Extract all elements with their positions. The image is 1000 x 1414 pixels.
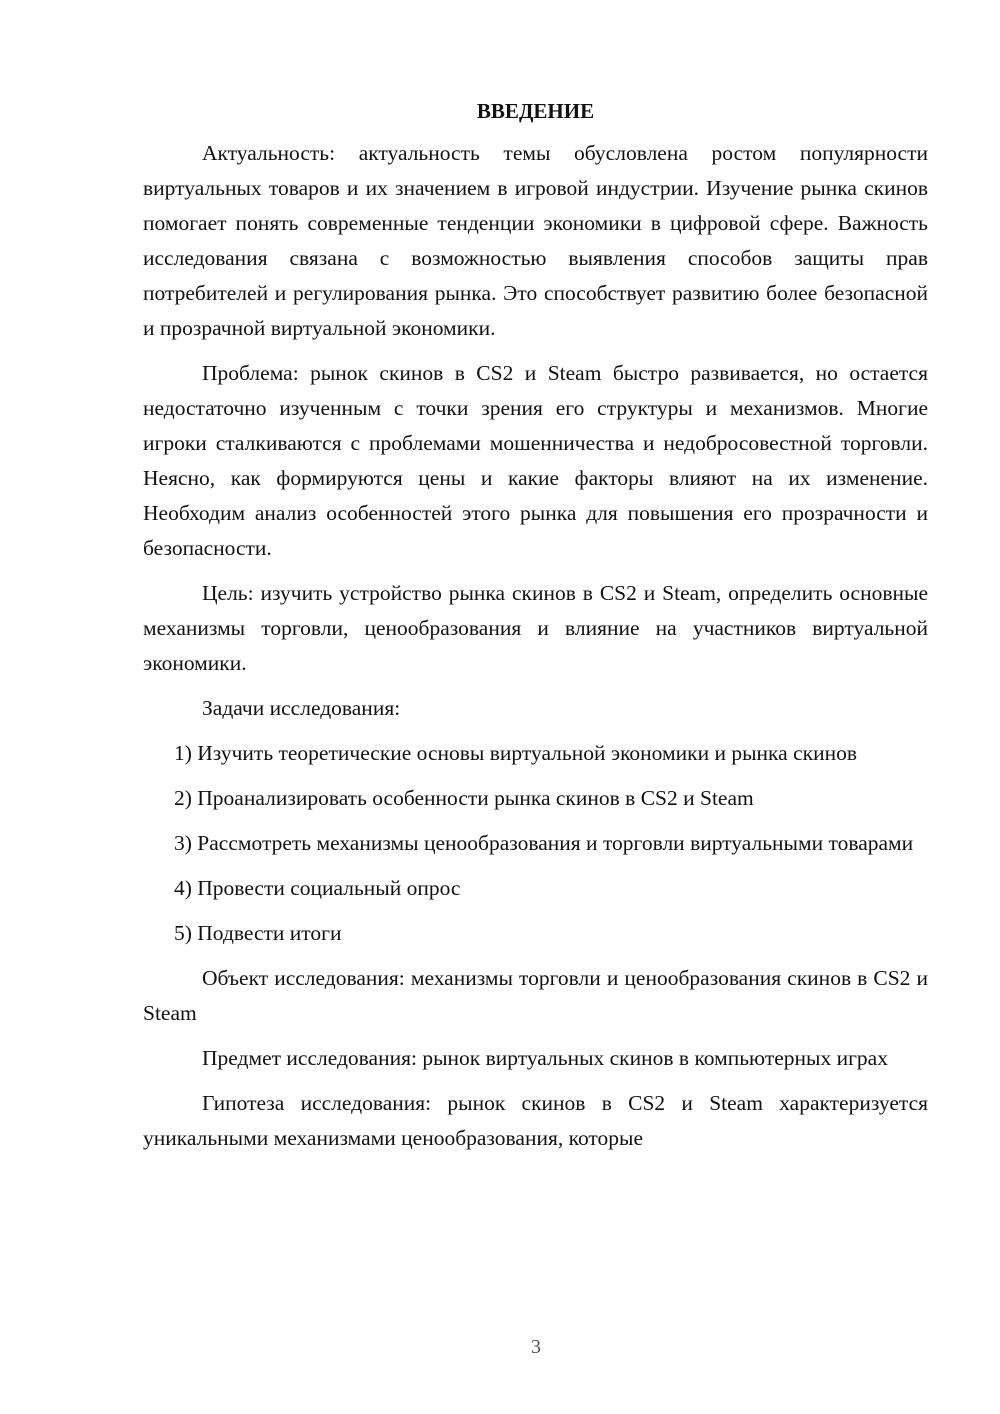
- task-item-2: 2) Проанализировать особенности рынка скинов в CS2 и Steam: [174, 786, 754, 810]
- paragraph-subject: Предмет исследования: рынок виртуальных скинов в компьютерных играх: [202, 1046, 888, 1070]
- task-item-4: 4) Провести социальный опрос: [174, 876, 461, 900]
- section-title: ВВЕДЕНИЕ: [476, 99, 595, 123]
- task-item-3: 3) Рассмотреть механизмы ценообразования и торговли виртуальными товарами: [174, 831, 914, 855]
- paragraph-object: Объект исследования: механизмы торговли и ценообразования скинов в CS2 и Steam: [143, 966, 928, 1025]
- paragraph-hypothesis: Гипотеза исследования: рынок скинов в CS2 и Steam характеризуется уникальными механизмами ценообразования, которые: [143, 1091, 928, 1150]
- task-item-1: 1) Изучить теоретические основы виртуальной экономики и рынка скинов: [174, 741, 857, 765]
- paragraph-problem: Проблема: рынок скинов в CS2 и Steam быстро развивается, но остается недостаточно изученным с точки зрения его структуры и механизмов. Многие игроки сталкиваются с проблемами мошенничества и недобросовестной торговли. Неясно, как формируются цены и какие факторы влияют на их изменение. Необходим анализ особенностей этого рынка для повышения его прозрачности и безопасности.: [143, 361, 928, 560]
- document-page: [143, 96, 928, 1166]
- paragraph-goal: Цель: изучить устройство рынка скинов в CS2 и Steam, определить основные механизмы торговли, ценообразования и влияние на участников виртуальной экономики.: [143, 581, 928, 675]
- page-number: 3: [531, 1336, 541, 1358]
- task-item-5: 5) Подвести итоги: [174, 921, 342, 945]
- paragraph-tasks-heading: Задачи исследования:: [202, 696, 401, 720]
- paragraph-relevance: Актуальность: актуальность темы обусловлена ростом популярности виртуальных товаров и их значением в игровой индустрии. Изучение рынка скинов помогает понять современные тенденции экономики в цифровой сфере. Важность исследования связана с возможностью выявления способов защиты прав потребителей и регулирования рынка. Это способствует развитию более безопасной и прозрачной виртуальной экономики.: [143, 141, 928, 340]
